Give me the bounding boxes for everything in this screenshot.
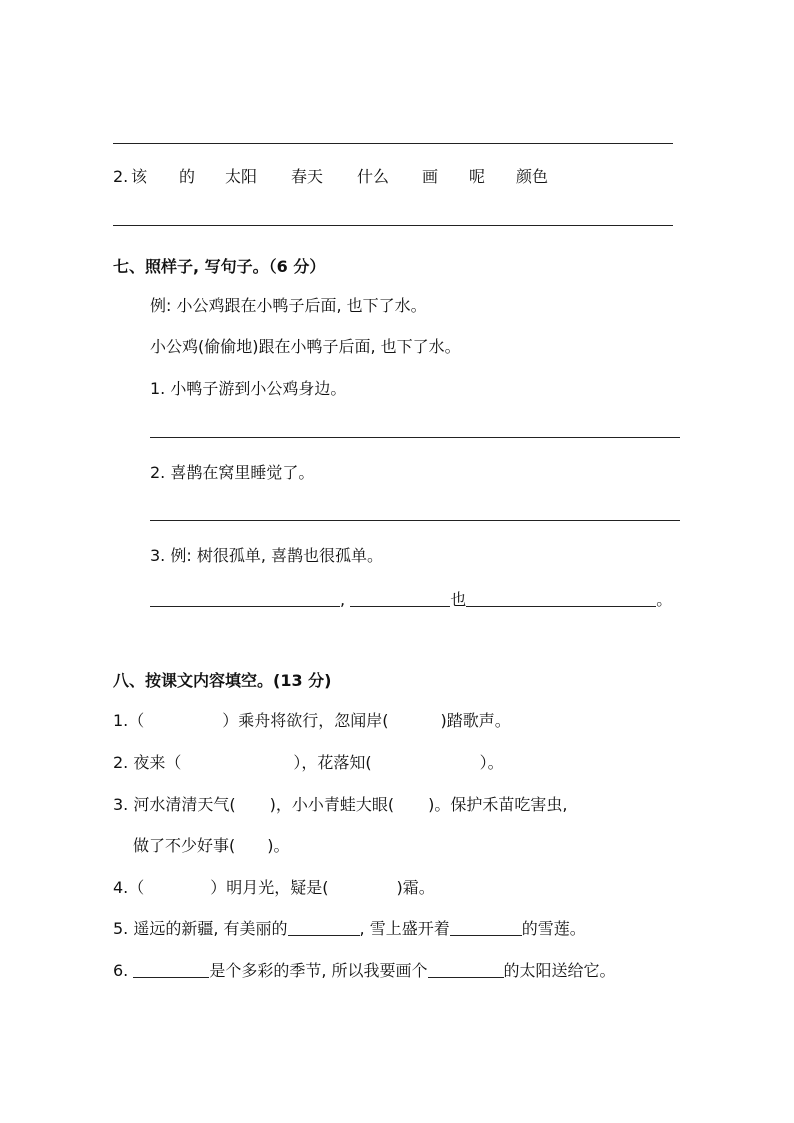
example-line-1: 例: 小公鸡跟在小鸭子后面, 也下了水。	[150, 296, 427, 315]
answer-line-q1[interactable]	[113, 143, 673, 144]
q8-5-part-a: 5. 遥远的新疆, 有美丽的	[113, 919, 288, 938]
question-8-4	[113, 877, 435, 899]
q8-5-part-c: 的雪莲。	[521, 919, 586, 938]
section8-title: 八、按课文内容填空。(13 分)	[113, 671, 332, 690]
q8-1-part-b: ）乘舟将欲行，忽闻岸(	[222, 711, 389, 730]
example-line-2: 小公鸡(偷偷地)跟在小鸭子后面, 也下了水。	[150, 337, 461, 356]
q8-4-part-b: ）明月光，疑是(	[210, 878, 329, 897]
q8-3-part-d: 做了不少好事(	[133, 836, 236, 855]
q8-3-part-a: 3. 河水清清天气(	[113, 795, 236, 814]
comma: ,	[340, 590, 346, 609]
blank-7-3-a[interactable]	[150, 590, 340, 607]
question-number: 2.	[113, 167, 129, 186]
word-6: 画	[422, 167, 439, 186]
q8-2-part-b: ），花落知(	[293, 753, 372, 772]
blank-7-3-b[interactable]	[350, 590, 450, 607]
blank-8-6-b[interactable]	[428, 961, 504, 978]
q8-3-part-b: )，小小青蛙大眼(	[269, 795, 395, 814]
blank-8-6-a[interactable]	[133, 961, 209, 978]
word-8: 颜色	[516, 167, 549, 186]
q8-6-part-a: 6.	[113, 961, 129, 980]
q8-4-part-c: )霜。	[396, 878, 435, 897]
word-3: 太阳	[225, 167, 258, 186]
period: 。	[656, 590, 673, 609]
blank-8-5-b[interactable]	[450, 919, 522, 936]
question-8-2	[113, 752, 504, 774]
question-7-1: 1. 小鸭子游到小公鸡身边。	[150, 379, 347, 398]
question-8-3	[113, 794, 567, 816]
q8-4-part-a: 4.（	[113, 878, 145, 897]
question-7-3: 3. 例: 树很孤单, 喜鹊也很孤单。	[150, 546, 384, 565]
section7-title: 七、照样子, 写句子。（6 分）	[113, 257, 326, 276]
q8-2-part-c: ）。	[479, 753, 504, 772]
question-8-3-cont	[133, 835, 290, 857]
ye-word: 也	[450, 590, 467, 609]
answer-line-7-2[interactable]	[150, 520, 680, 521]
q8-1-part-a: 1.（	[113, 711, 145, 730]
question-8-6	[113, 960, 616, 982]
question-8-1	[113, 710, 511, 732]
word-order-question-2	[113, 166, 673, 188]
question-8-5	[113, 918, 586, 940]
q8-1-part-c: )踏歌声。	[440, 711, 511, 730]
blank-8-5-a[interactable]	[288, 919, 360, 936]
answer-line-7-1[interactable]	[150, 437, 680, 438]
fill-line-7-3	[150, 589, 672, 611]
word-5: 什么	[357, 167, 390, 186]
q8-3-part-e: )。	[267, 836, 290, 855]
q8-5-part-b: , 雪上盛开着	[359, 919, 450, 938]
question-7-2: 2. 喜鹊在窝里睡觉了。	[150, 463, 315, 482]
q8-6-part-c: 的太阳送给它。	[503, 961, 616, 980]
answer-line-q2[interactable]	[113, 225, 673, 226]
q8-3-part-c: )。保护禾苗吃害虫,	[428, 795, 568, 814]
word-4: 春天	[291, 167, 324, 186]
q8-6-part-b: 是个多彩的季节, 所以我要画个	[209, 961, 428, 980]
blank-7-3-c[interactable]	[466, 590, 656, 607]
q8-2-part-a: 2. 夜来（	[113, 753, 182, 772]
word-2: 的	[179, 167, 196, 186]
word-1: 该	[131, 167, 148, 186]
word-7: 呢	[469, 167, 486, 186]
